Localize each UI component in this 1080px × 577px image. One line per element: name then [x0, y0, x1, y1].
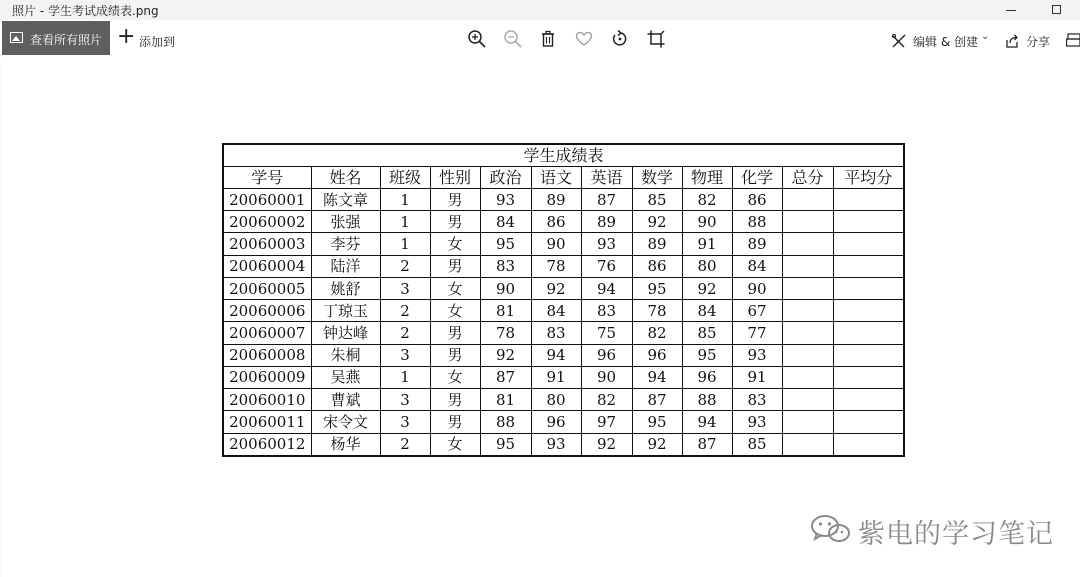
delete-icon[interactable] [537, 28, 559, 50]
table-cell: 91 [682, 233, 732, 255]
table-cell: 92 [480, 344, 531, 366]
table-cell: 20060008 [223, 344, 311, 366]
table-cell: 90 [480, 277, 531, 299]
table-cell: 93 [732, 344, 782, 366]
table-cell: 张强 [311, 211, 380, 233]
table-cell: 92 [632, 433, 682, 456]
table-cell: 83 [531, 322, 581, 344]
table-cell: 95 [480, 233, 531, 255]
plus-icon: + [117, 24, 136, 49]
table-cell: 2 [380, 433, 430, 456]
table-cell: 李芬 [311, 233, 380, 255]
column-header: 化学 [732, 167, 782, 189]
table-cell: 20060012 [223, 433, 311, 456]
table-cell: 男 [430, 255, 480, 277]
table-cell [833, 233, 904, 255]
table-cell: 92 [682, 277, 732, 299]
table-cell [782, 300, 833, 322]
table-row [223, 211, 904, 233]
table-caption: 学生成绩表 [223, 144, 904, 167]
table-cell: 93 [480, 189, 531, 211]
table-cell: 1 [380, 366, 430, 388]
table-cell: 94 [531, 344, 581, 366]
table-cell: 88 [732, 211, 782, 233]
column-header: 物理 [682, 167, 732, 189]
table-cell: 20060005 [223, 277, 311, 299]
edit-icon [891, 33, 907, 49]
table-cell: 20060010 [223, 389, 311, 411]
table-header-row [223, 167, 904, 189]
score-table [222, 143, 905, 457]
table-cell: 96 [632, 344, 682, 366]
table-cell: 93 [531, 433, 581, 456]
table-cell [833, 255, 904, 277]
table-cell: 85 [732, 433, 782, 456]
table-cell: 87 [632, 389, 682, 411]
table-cell: 81 [480, 300, 531, 322]
table-cell: 95 [682, 344, 732, 366]
table-cell: 87 [682, 433, 732, 456]
table-cell: 91 [732, 366, 782, 388]
table-cell: 2 [380, 322, 430, 344]
table-cell: 84 [531, 300, 581, 322]
table-cell: 宋令文 [311, 411, 380, 433]
table-cell: 男 [430, 322, 480, 344]
table-cell: 75 [581, 322, 632, 344]
table-cell: 78 [531, 255, 581, 277]
table-cell: 82 [581, 389, 632, 411]
column-header: 数学 [632, 167, 682, 189]
table-cell: 男 [430, 411, 480, 433]
table-cell: 77 [732, 322, 782, 344]
table-cell: 92 [632, 211, 682, 233]
table-row [223, 344, 904, 366]
table-cell [833, 189, 904, 211]
table-cell: 20060001 [223, 189, 311, 211]
table-cell: 95 [480, 433, 531, 456]
table-cell: 94 [581, 277, 632, 299]
table-cell: 吴燕 [311, 366, 380, 388]
table-cell: 96 [531, 411, 581, 433]
table-cell: 20060002 [223, 211, 311, 233]
table-row [223, 189, 904, 211]
table-cell: 女 [430, 233, 480, 255]
column-header: 学号 [223, 167, 311, 189]
column-header: 总分 [782, 167, 833, 189]
table-cell: 87 [480, 366, 531, 388]
print-icon[interactable] [1066, 30, 1080, 52]
table-cell: 20060007 [223, 322, 311, 344]
table-cell: 20060011 [223, 411, 311, 433]
table-cell: 76 [581, 255, 632, 277]
table-cell: 85 [682, 322, 732, 344]
table-cell: 83 [480, 255, 531, 277]
table-row [223, 233, 904, 255]
table-cell: 陆洋 [311, 255, 380, 277]
table-cell: 84 [480, 211, 531, 233]
table-cell [833, 322, 904, 344]
table-cell [833, 389, 904, 411]
table-row [223, 277, 904, 299]
table-cell: 1 [380, 233, 430, 255]
table-cell: 96 [682, 366, 732, 388]
table-cell: 3 [380, 344, 430, 366]
table-row [223, 322, 904, 344]
table-cell: 1 [380, 189, 430, 211]
table-cell: 86 [732, 189, 782, 211]
edit-create-label: 编辑 & 创建 [913, 35, 978, 49]
window-title-bar [0, 0, 1080, 20]
column-header: 英语 [581, 167, 632, 189]
maximize-button[interactable] [1034, 0, 1080, 20]
table-cell: 曹斌 [311, 389, 380, 411]
zoom-in-icon[interactable] [466, 28, 488, 50]
table-cell [782, 233, 833, 255]
table-cell: 20060009 [223, 366, 311, 388]
table-cell: 84 [732, 255, 782, 277]
table-cell: 97 [581, 411, 632, 433]
column-header: 班级 [380, 167, 430, 189]
table-cell: 丁琼玉 [311, 300, 380, 322]
table-cell [782, 189, 833, 211]
zoom-out-icon[interactable] [502, 28, 524, 50]
table-row [223, 300, 904, 322]
column-header: 性别 [430, 167, 480, 189]
view-all-photos-button[interactable] [2, 21, 110, 55]
table-cell [782, 366, 833, 388]
table-cell: 89 [581, 211, 632, 233]
table-cell: 85 [632, 189, 682, 211]
window-title: 照片 - 学生考试成绩表.png [12, 4, 159, 18]
table-cell [782, 344, 833, 366]
column-header: 政治 [480, 167, 531, 189]
table-cell: 20060004 [223, 255, 311, 277]
table-cell: 男 [430, 389, 480, 411]
table-cell [833, 277, 904, 299]
share-label: 分享 [1026, 35, 1051, 49]
table-cell: 78 [480, 322, 531, 344]
table-cell: 82 [632, 322, 682, 344]
photo-icon [10, 32, 23, 43]
table-cell: 90 [732, 277, 782, 299]
view-all-photos-label: 查看所有照片 [30, 33, 103, 47]
table-cell: 3 [380, 277, 430, 299]
photos-toolbar [0, 20, 1080, 62]
table-row [223, 433, 904, 456]
table-cell: 93 [581, 233, 632, 255]
table-cell: 94 [682, 411, 732, 433]
table-cell: 朱桐 [311, 344, 380, 366]
column-header: 姓名 [311, 167, 380, 189]
table-cell: 女 [430, 366, 480, 388]
chevron-down-icon: ⌄ [981, 31, 990, 42]
table-cell: 90 [531, 233, 581, 255]
table-cell [833, 411, 904, 433]
table-cell: 83 [581, 300, 632, 322]
table-cell: 女 [430, 433, 480, 456]
table-cell [782, 277, 833, 299]
table-body [223, 189, 904, 457]
add-to-label: 添加到 [139, 35, 176, 49]
table-cell: 钟达峰 [311, 322, 380, 344]
table-cell: 84 [682, 300, 732, 322]
table-row [223, 411, 904, 433]
table-cell: 女 [430, 300, 480, 322]
table-cell: 92 [531, 277, 581, 299]
table-cell: 92 [581, 433, 632, 456]
share-icon [1004, 33, 1020, 49]
table-cell: 男 [430, 189, 480, 211]
wechat-icon [810, 513, 852, 545]
table-cell: 1 [380, 211, 430, 233]
rotate-icon[interactable] [609, 28, 631, 50]
table-cell: 男 [430, 211, 480, 233]
table-cell [782, 255, 833, 277]
table-cell [782, 433, 833, 456]
table-cell: 67 [732, 300, 782, 322]
watermark-text: 紫电的学习笔记 [858, 519, 1054, 550]
table-cell: 87 [581, 189, 632, 211]
table-cell: 78 [632, 300, 682, 322]
table-cell: 81 [480, 389, 531, 411]
table-cell: 86 [531, 211, 581, 233]
table-cell: 94 [632, 366, 682, 388]
table-cell: 20060003 [223, 233, 311, 255]
table-cell [833, 433, 904, 456]
table-cell: 杨华 [311, 433, 380, 456]
table-cell: 2 [380, 255, 430, 277]
table-cell [833, 211, 904, 233]
table-cell: 3 [380, 411, 430, 433]
table-cell: 89 [531, 189, 581, 211]
table-cell: 女 [430, 277, 480, 299]
favorite-icon[interactable] [573, 28, 595, 50]
table-cell: 80 [531, 389, 581, 411]
table-cell: 88 [682, 389, 732, 411]
table-cell: 陈文章 [311, 189, 380, 211]
table-cell: 89 [732, 233, 782, 255]
table-cell: 男 [430, 344, 480, 366]
table-cell: 20060006 [223, 300, 311, 322]
table-cell: 95 [632, 277, 682, 299]
table-cell: 90 [682, 211, 732, 233]
displayed-image [222, 143, 903, 457]
table-row [223, 389, 904, 411]
table-cell [833, 344, 904, 366]
table-cell: 82 [682, 189, 732, 211]
table-cell [833, 366, 904, 388]
table-cell: 80 [682, 255, 732, 277]
left-edge [0, 62, 3, 577]
crop-icon[interactable] [645, 28, 667, 50]
table-cell: 83 [732, 389, 782, 411]
table-cell [782, 411, 833, 433]
table-cell: 89 [632, 233, 682, 255]
table-cell: 姚舒 [311, 277, 380, 299]
table-cell: 88 [480, 411, 531, 433]
table-cell: 2 [380, 300, 430, 322]
table-cell [782, 211, 833, 233]
column-header: 平均分 [833, 167, 904, 189]
table-cell [833, 300, 904, 322]
column-header: 语文 [531, 167, 581, 189]
table-caption-row [223, 144, 904, 167]
table-cell: 91 [531, 366, 581, 388]
minimize-button[interactable] [988, 0, 1034, 20]
table-cell: 90 [581, 366, 632, 388]
table-cell: 96 [581, 344, 632, 366]
table-cell: 86 [632, 255, 682, 277]
table-cell: 93 [732, 411, 782, 433]
table-row [223, 255, 904, 277]
table-cell: 95 [632, 411, 682, 433]
table-row [223, 366, 904, 388]
table-cell: 3 [380, 389, 430, 411]
table-cell [782, 389, 833, 411]
table-cell [782, 322, 833, 344]
